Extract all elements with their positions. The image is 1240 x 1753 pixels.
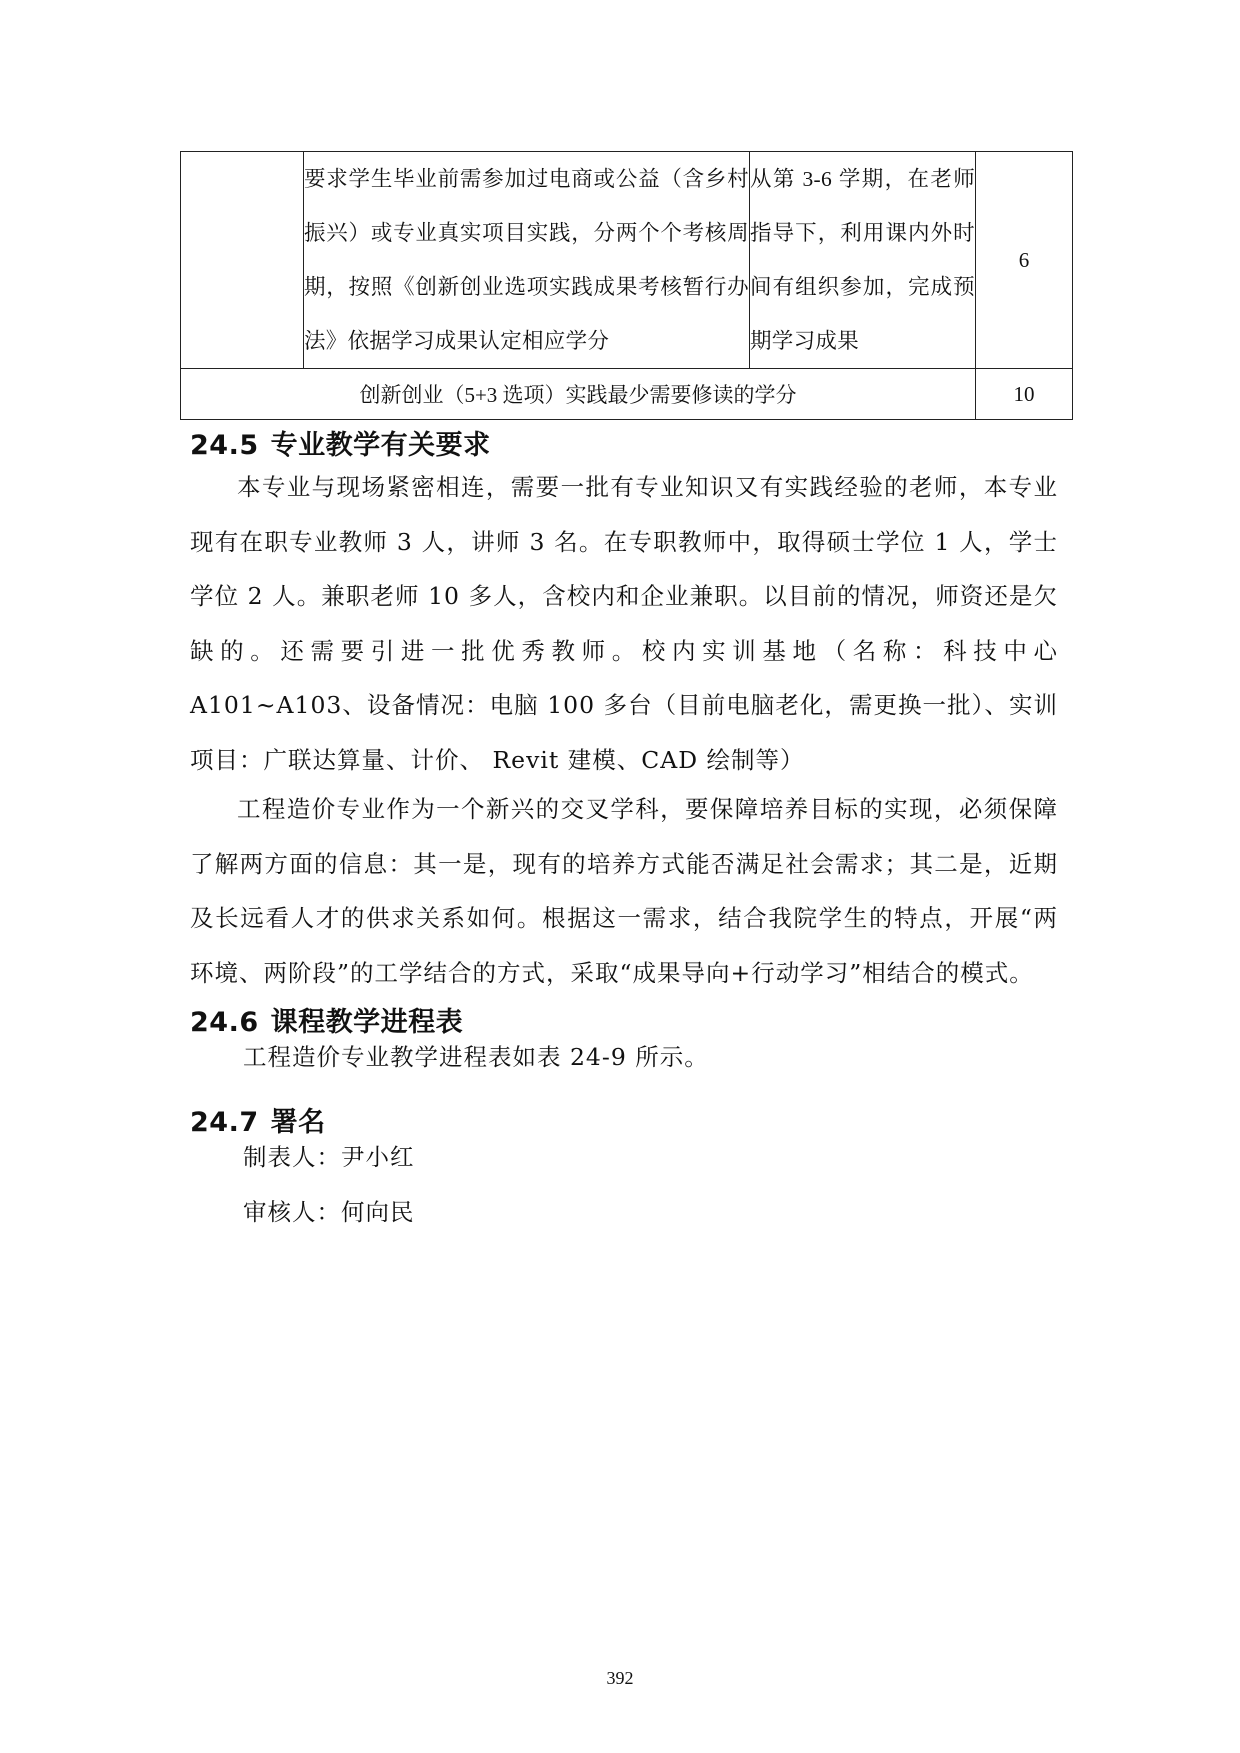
schedule-table-reference: 工程造价专业教学进程表如表 24-9 所示。 (243, 1043, 709, 1071)
credit-cell: 6 (976, 152, 1073, 369)
paragraph-training-mode: 工程造价专业作为一个新兴的交叉学科，要保障培养目标的实现，必须保障了解两方面的信息：其一是，现有的培养方式能否满足社会需求；其二是，近期及长远看人才的供求关系如何。根据这一需求，结合我院学生的特点，开展“两环境、两阶段”的工学结合的方式，采取“成果导向+行动学习”相结合的模式。 (190, 795, 1058, 987)
section-heading-24-5: 24.5 专业教学有关要求 (190, 430, 491, 461)
category-cell (181, 152, 304, 369)
summary-label-cell: 创新创业（5+3 选项）实践最少需要修读的学分 (181, 369, 976, 420)
practice-credit-table (180, 151, 1073, 420)
requirement-cell: 要求学生毕业前需参加过电商或公益（含乡村振兴）或专业真实项目实践，分两个个考核周期，按照《创新创业选项实践成果考核暂行办法》依据学习成果认定相应学分 (304, 152, 750, 369)
table-summary-row (181, 369, 1073, 420)
table-maker: 制表人：尹小红 (243, 1143, 415, 1171)
summary-value-cell: 10 (976, 369, 1073, 420)
section-heading-24-7: 24.7 署名 (190, 1107, 326, 1138)
table-row (181, 152, 1073, 369)
section-heading-24-6: 24.6 课程教学进程表 (190, 1007, 464, 1038)
table-reviewer: 审核人：何向民 (243, 1198, 415, 1226)
page-number: 392 (606, 1668, 634, 1688)
paragraph-teaching-requirements: 本专业与现场紧密相连，需要一批有专业知识又有实践经验的老师，本专业现有在职专业教师 3 人，讲师 3 名。在专职教师中，取得硕士学位 1 人，学士学位 2 人。兼职老师 10 多人，含校内和企业兼职。以目前的情况，师资还是欠缺的。还需要引进一批优秀教师。校内实训基地（名称：科技中心 A101~A103、设备情况：电脑 100 多台（目前电脑老化，需更换一批）、实训项目：广联达算量、计价、 Revit 建模、CAD 绘制等） (190, 473, 1058, 774)
schedule-cell: 从第 3-6 学期，在老师指导下，利用课内外时间有组织参加，完成预期学习成果 (750, 152, 976, 369)
